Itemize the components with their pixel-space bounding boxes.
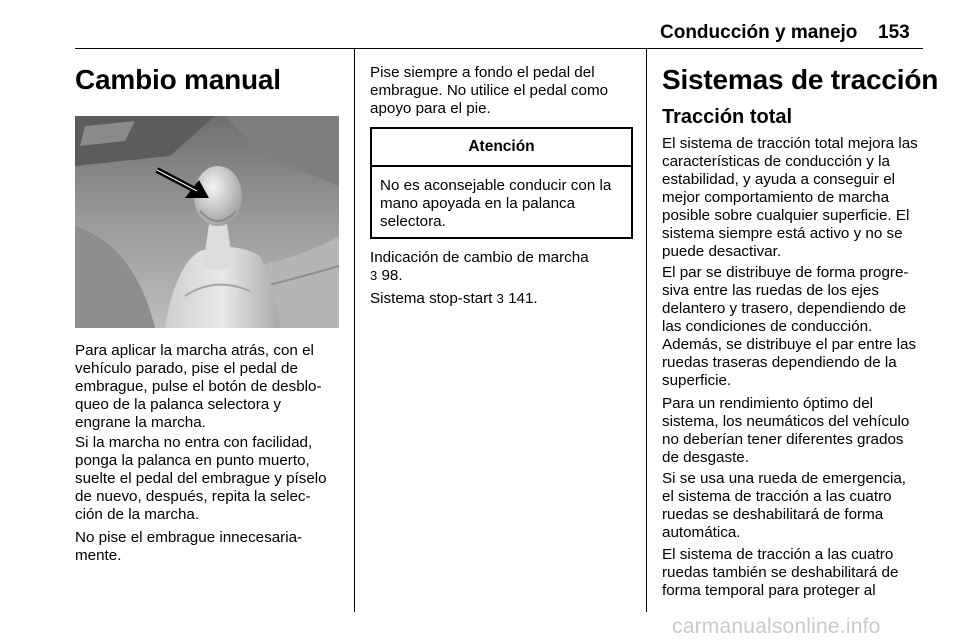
header-divider	[75, 48, 923, 49]
gear-lever-photo	[75, 116, 339, 328]
paragraph-clutch-advice: No pise el embrague innecesaria‐ mente.	[75, 529, 303, 564]
caution-box	[370, 127, 633, 239]
reference-page: 141.	[503, 290, 538, 307]
paragraph-tyre-wear: Para un rendimiento óptimo del sistema, los neumáticos del vehículo no deberían tener diferentes grados de desgaste.	[662, 395, 910, 466]
paragraph-awd-intro: El sistema de tracción total mejora las características de conducción y la estabilidad, y ayuda a conseguir el mejor comportamiento de marcha posible sobre cualquier superficie. El sistema siempre está activo y no se puede desactivar.	[662, 135, 918, 260]
caution-text: No es aconsejable conducir con la mano apoyada en la palanca selectora.	[380, 177, 612, 230]
paragraph-spare-wheel: Si se usa una rueda de emergencia, el sistema de tracción a las cuatro ruedas se deshabilitará de forma automática.	[662, 470, 907, 541]
running-header-title: Conducción y manejo	[660, 22, 858, 43]
paragraph-reverse-gear: Para aplicar la marcha atrás, con el vehículo parado, pise el pedal de embrague, pulse el botón de desblo‐ queo de la palanca selectora y engrane la marcha.	[75, 342, 322, 431]
page-reference-arrow-icon: 3	[370, 268, 378, 283]
caution-title: Atención	[372, 129, 631, 167]
paragraph-torque-distribution: El par se distribuye de forma progre‐ siva entre las ruedas de los ejes delantero y trasero, dependiendo de las condiciones de conducción. Además, se distribuye el par entre las ruedas traseras dependiendo de la superficie.	[662, 264, 917, 389]
watermark: carmanualsonline.info	[672, 615, 881, 638]
column-divider-right	[646, 49, 647, 612]
subheading-all-wheel-drive: Tracción total	[662, 106, 793, 128]
paragraph-gear-not-engaging: Si la marcha no entra con facilidad, ponga la palanca en punto muerto, suelte el pedal del embrague y píselo de nuevo, después, repita la selec‐ ción de la marcha.	[75, 434, 327, 523]
paragraph-temporary-disable: El sistema de tracción a las cuatro ruedas también se deshabilitará de forma temporal para proteger al	[662, 546, 899, 599]
reference-stop-start: Sistema stop-start 3 141.	[370, 290, 538, 307]
paragraph-clutch-pedal: Pise siempre a fondo el pedal del embrague. No utilice el pedal como apoyo para el pie.	[370, 64, 609, 117]
section-heading-manual-gearbox: Cambio manual	[75, 64, 281, 95]
page-number: 153	[878, 22, 910, 43]
reference-shift-indicator: Indicación de cambio de marcha 3 98.	[370, 249, 589, 284]
reference-page: 98.	[377, 267, 403, 284]
column-divider-left	[354, 49, 355, 612]
section-heading-traction-systems: Sistemas de tracción	[662, 64, 939, 95]
page-reference-arrow-icon: 3	[496, 291, 504, 306]
